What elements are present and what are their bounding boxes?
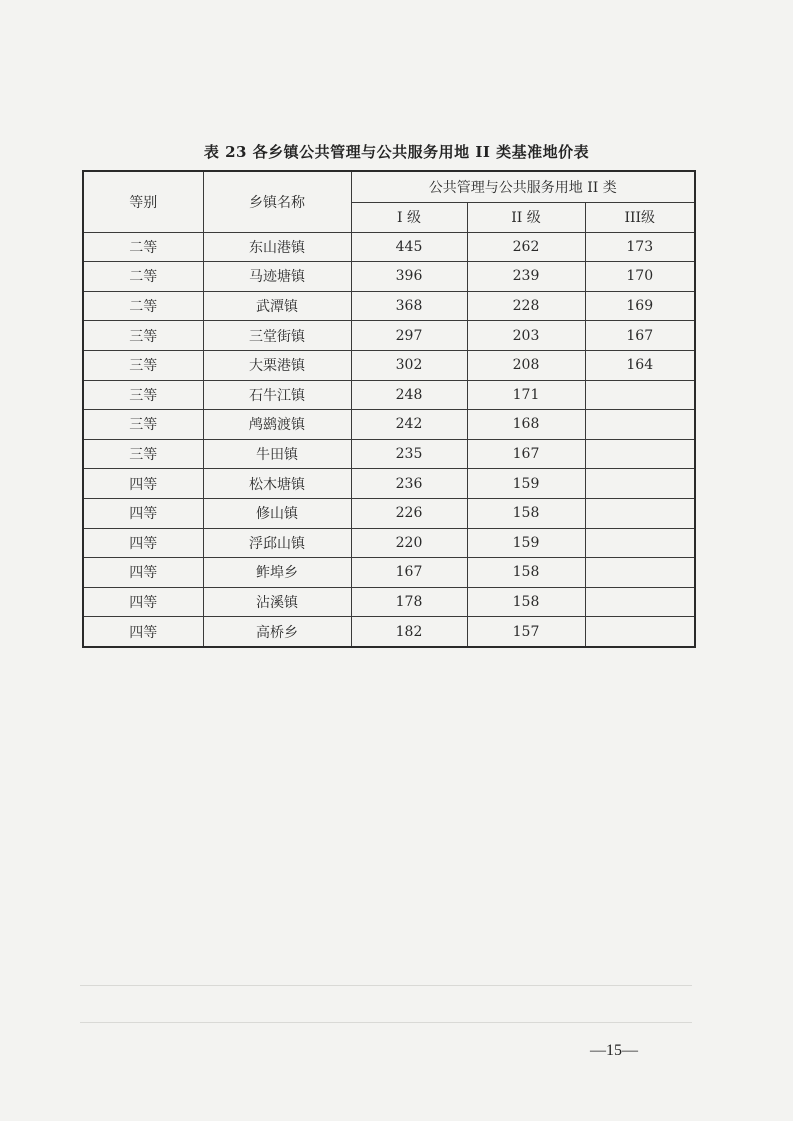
cell-level2: 262: [467, 232, 585, 262]
header-town: 乡镇名称: [203, 171, 351, 232]
cell-grade: 二等: [83, 291, 203, 321]
table-row: [83, 528, 695, 558]
table-row: [83, 410, 695, 440]
table-row: [83, 321, 695, 351]
cell-grade: 三等: [83, 439, 203, 469]
cell-town: 鲊埠乡: [203, 558, 351, 588]
page-number: —15—: [590, 1042, 638, 1059]
footer-divider-bottom: [80, 1022, 692, 1023]
cell-town: 三堂街镇: [203, 321, 351, 351]
cell-level3: 170: [585, 262, 695, 292]
cell-level3: 167: [585, 321, 695, 351]
cell-level3: [585, 439, 695, 469]
cell-level2: 159: [467, 528, 585, 558]
header-grade: 等别: [83, 171, 203, 232]
table-row: [83, 350, 695, 380]
cell-town: 松木塘镇: [203, 469, 351, 499]
cell-level1: 167: [351, 558, 467, 588]
cell-town: 武潭镇: [203, 291, 351, 321]
table-row: [83, 558, 695, 588]
cell-town: 牛田镇: [203, 439, 351, 469]
cell-level1: 396: [351, 262, 467, 292]
cell-level3: [585, 587, 695, 617]
cell-level3: 173: [585, 232, 695, 262]
cell-level1: 220: [351, 528, 467, 558]
table-row: [83, 439, 695, 469]
table-row: [83, 469, 695, 499]
cell-town: 修山镇: [203, 498, 351, 528]
cell-grade: 四等: [83, 587, 203, 617]
cell-level3: [585, 410, 695, 440]
cell-level1: 226: [351, 498, 467, 528]
cell-grade: 二等: [83, 262, 203, 292]
cell-level1: 297: [351, 321, 467, 351]
header-level3: III级: [585, 203, 695, 233]
cell-grade: 三等: [83, 380, 203, 410]
cell-town: 马迹塘镇: [203, 262, 351, 292]
cell-level2: 167: [467, 439, 585, 469]
header-level1: I 级: [351, 203, 467, 233]
cell-level2: 228: [467, 291, 585, 321]
cell-grade: 四等: [83, 528, 203, 558]
cell-level3: [585, 498, 695, 528]
cell-level2: 159: [467, 469, 585, 499]
cell-level2: 168: [467, 410, 585, 440]
cell-level3: [585, 528, 695, 558]
table-row: [83, 617, 695, 647]
table-row: [83, 587, 695, 617]
cell-grade: 四等: [83, 469, 203, 499]
cell-grade: 三等: [83, 410, 203, 440]
table-row: [83, 232, 695, 262]
cell-town: 沾溪镇: [203, 587, 351, 617]
table-row: [83, 262, 695, 292]
cell-town: 大栗港镇: [203, 350, 351, 380]
header-group: 公共管理与公共服务用地 II 类: [351, 171, 695, 203]
cell-grade: 三等: [83, 350, 203, 380]
cell-grade: 四等: [83, 617, 203, 647]
cell-level3: 164: [585, 350, 695, 380]
cell-town: 鸬鹚渡镇: [203, 410, 351, 440]
cell-level3: [585, 380, 695, 410]
cell-level1: 178: [351, 587, 467, 617]
footer-divider-top: [80, 985, 692, 986]
cell-level3: 169: [585, 291, 695, 321]
table-row: [83, 291, 695, 321]
cell-grade: 四等: [83, 558, 203, 588]
cell-town: 高桥乡: [203, 617, 351, 647]
cell-town: 东山港镇: [203, 232, 351, 262]
cell-grade: 二等: [83, 232, 203, 262]
cell-level3: [585, 558, 695, 588]
table-row: [83, 380, 695, 410]
cell-level2: 157: [467, 617, 585, 647]
cell-level1: 235: [351, 439, 467, 469]
land-price-table: [82, 170, 696, 648]
header-level2: II 级: [467, 203, 585, 233]
cell-level2: 208: [467, 350, 585, 380]
cell-level1: 302: [351, 350, 467, 380]
table-title: 表 23 各乡镇公共管理与公共服务用地 II 类基准地价表: [203, 143, 590, 161]
cell-town: 石牛江镇: [203, 380, 351, 410]
cell-level2: 158: [467, 498, 585, 528]
cell-level2: 203: [467, 321, 585, 351]
cell-level1: 182: [351, 617, 467, 647]
cell-level1: 236: [351, 469, 467, 499]
cell-level1: 445: [351, 232, 467, 262]
cell-level1: 368: [351, 291, 467, 321]
cell-level2: 158: [467, 558, 585, 588]
cell-grade: 四等: [83, 498, 203, 528]
cell-town: 浮邱山镇: [203, 528, 351, 558]
cell-level1: 242: [351, 410, 467, 440]
cell-grade: 三等: [83, 321, 203, 351]
table-row: [83, 498, 695, 528]
cell-level2: 158: [467, 587, 585, 617]
cell-level2: 171: [467, 380, 585, 410]
cell-level3: [585, 469, 695, 499]
cell-level2: 239: [467, 262, 585, 292]
cell-level3: [585, 617, 695, 647]
cell-level1: 248: [351, 380, 467, 410]
